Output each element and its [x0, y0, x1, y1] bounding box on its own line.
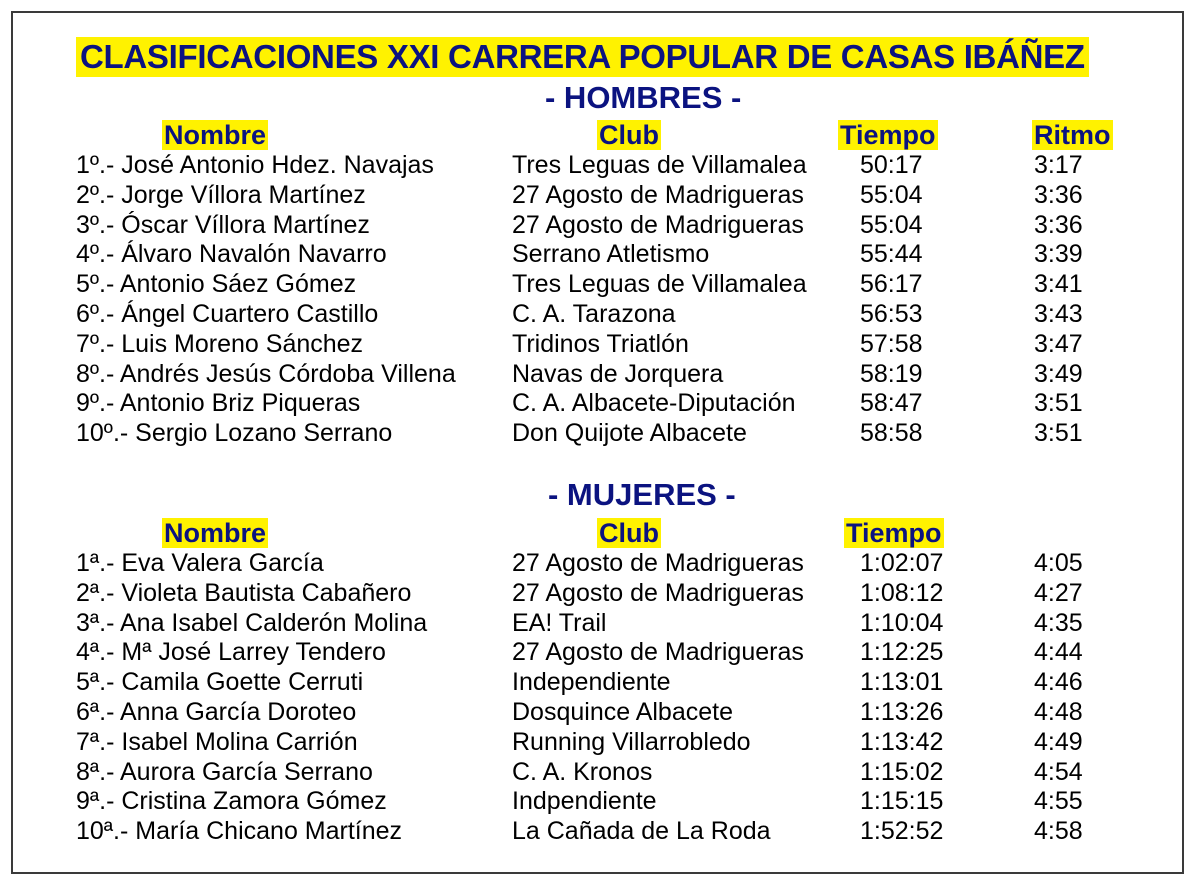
table-row — [0, 786, 1200, 816]
runner-name: 8º.- Andrés Jesús Córdoba Villena — [76, 359, 456, 388]
table-row — [0, 388, 1200, 418]
runner-pace: 3:41 — [1034, 270, 1083, 299]
runner-pace: 3:36 — [1034, 180, 1083, 209]
table-row — [0, 578, 1200, 608]
runner-name: 7º.- Luis Moreno Sánchez — [76, 329, 364, 358]
runner-pace: 3:17 — [1034, 151, 1083, 179]
runner-pace: 4:55 — [1034, 787, 1083, 816]
runner-time: 50:17 — [860, 151, 923, 179]
women-header-time: Tiempo — [846, 518, 942, 548]
runner-time: 1:13:26 — [860, 697, 944, 726]
runner-club: C. A. Kronos — [512, 757, 653, 786]
women-header-name: Nombre — [164, 518, 267, 548]
table-row — [0, 548, 1200, 578]
women-results-table — [0, 548, 1200, 846]
table-row — [0, 180, 1200, 210]
runner-pace: 3:47 — [1034, 329, 1083, 358]
runner-club: Tridinos Triatlón — [512, 329, 689, 358]
table-row — [0, 667, 1200, 697]
runner-club: Tres Leguas de Villamalea — [512, 151, 807, 179]
runner-name: 1ª.- Eva Valera García — [76, 549, 324, 577]
table-row — [0, 299, 1200, 329]
runner-club: Serrano Atletismo — [512, 240, 710, 269]
runner-time: 58:47 — [860, 389, 923, 418]
runner-time: 1:12:25 — [860, 638, 944, 667]
runner-club: 27 Agosto de Madrigueras — [512, 549, 804, 577]
runner-time: 56:17 — [860, 270, 923, 299]
runner-pace: 4:54 — [1034, 757, 1083, 786]
table-row — [0, 210, 1200, 240]
runner-time: 1:15:15 — [860, 787, 944, 816]
runner-club: 27 Agosto de Madrigueras — [512, 578, 804, 607]
men-header-pace: Ritmo — [1034, 120, 1111, 150]
runner-name: 5ª.- Camila Goette Cerruti — [76, 668, 364, 697]
runner-club: Tres Leguas de Villamalea — [512, 270, 807, 299]
runner-pace: 3:51 — [1034, 389, 1083, 418]
table-row — [0, 269, 1200, 299]
runner-time: 1:02:07 — [860, 549, 944, 577]
runner-pace: 4:44 — [1034, 638, 1083, 667]
runner-time: 58:19 — [860, 359, 923, 388]
runner-name: 6ª.- Anna García Doroteo — [76, 697, 357, 726]
men-header-time: Tiempo — [840, 120, 936, 150]
table-row — [0, 329, 1200, 359]
runner-name: 4º.- Álvaro Navalón Navarro — [76, 240, 387, 269]
table-row — [0, 637, 1200, 667]
runner-name: 2ª.- Violeta Bautista Cabañero — [76, 578, 412, 607]
runner-pace: 3:51 — [1034, 419, 1083, 448]
runner-club: 27 Agosto de Madrigueras — [512, 638, 804, 667]
women-section-heading: - MUJERES - — [548, 477, 736, 512]
runner-pace: 4:58 — [1034, 817, 1083, 846]
table-row — [0, 608, 1200, 638]
runner-pace: 3:49 — [1034, 359, 1083, 388]
runner-club: 27 Agosto de Madrigueras — [512, 180, 804, 209]
runner-time: 56:53 — [860, 299, 923, 328]
runner-club: C. A. Albacete-Diputación — [512, 389, 796, 418]
runner-club: Navas de Jorquera — [512, 359, 724, 388]
table-row — [0, 359, 1200, 389]
runner-name: 3ª.- Ana Isabel Calderón Molina — [76, 608, 428, 637]
runner-time: 1:10:04 — [860, 608, 944, 637]
table-row — [0, 418, 1200, 448]
runner-pace: 4:27 — [1034, 578, 1083, 607]
runner-time: 1:13:42 — [860, 727, 944, 756]
men-results-table — [0, 150, 1200, 448]
runner-pace: 4:46 — [1034, 668, 1083, 697]
table-row — [0, 697, 1200, 727]
runner-pace: 4:35 — [1034, 608, 1083, 637]
runner-time: 55:04 — [860, 210, 923, 239]
runner-name: 1º.- José Antonio Hdez. Navajas — [76, 151, 434, 179]
runner-club: Running Villarrobledo — [512, 727, 751, 756]
table-row — [0, 757, 1200, 787]
runner-name: 5º.- Antonio Sáez Gómez — [76, 270, 357, 299]
runner-time: 57:58 — [860, 329, 923, 358]
document-title: CLASIFICACIONES XXI CARRERA POPULAR DE CASAS IBÁÑEZ — [76, 37, 1089, 77]
runner-name: 7ª.- Isabel Molina Carrión — [76, 727, 358, 756]
runner-name: 3º.- Óscar Víllora Martínez — [76, 210, 370, 239]
runner-name: 10º.- Sergio Lozano Serrano — [76, 419, 393, 448]
runner-club: La Cañada de La Roda — [512, 817, 771, 846]
men-header-name: Nombre — [164, 120, 267, 150]
table-row — [0, 150, 1200, 180]
runner-pace: 3:43 — [1034, 299, 1083, 328]
table-row — [0, 727, 1200, 757]
runner-time: 1:52:52 — [860, 817, 944, 846]
runner-club: Independiente — [512, 668, 671, 697]
runner-name: 6º.- Ángel Cuartero Castillo — [76, 299, 379, 328]
runner-name: 2º.- Jorge Víllora Martínez — [76, 180, 366, 209]
runner-club: Indpendiente — [512, 787, 657, 816]
table-row — [0, 239, 1200, 269]
runner-time: 1:13:01 — [860, 668, 944, 697]
runner-club: 27 Agosto de Madrigueras — [512, 210, 804, 239]
runner-name: 9º.- Antonio Briz Piqueras — [76, 389, 361, 418]
runner-name: 4ª.- Mª José Larrey Tendero — [76, 638, 386, 667]
runner-time: 1:15:02 — [860, 757, 944, 786]
runner-time: 55:44 — [860, 240, 923, 269]
runner-time: 55:04 — [860, 180, 923, 209]
runner-club: Dosquince Albacete — [512, 697, 733, 726]
runner-time: 58:58 — [860, 419, 923, 448]
runner-name: 10ª.- María Chicano Martínez — [76, 817, 403, 846]
runner-club: Don Quijote Albacete — [512, 419, 747, 448]
runner-pace: 3:36 — [1034, 210, 1083, 239]
runner-pace: 3:39 — [1034, 240, 1083, 269]
table-row — [0, 816, 1200, 846]
men-section-heading: - HOMBRES - — [545, 80, 742, 115]
runner-name: 9ª.- Cristina Zamora Gómez — [76, 787, 387, 816]
runner-club: EA! Trail — [512, 608, 607, 637]
runner-name: 8ª.- Aurora García Serrano — [76, 757, 373, 786]
runner-club: C. A. Tarazona — [512, 299, 676, 328]
runner-pace: 4:05 — [1034, 549, 1083, 577]
men-header-club: Club — [599, 120, 659, 150]
runner-time: 1:08:12 — [860, 578, 944, 607]
runner-pace: 4:48 — [1034, 697, 1083, 726]
women-header-club: Club — [599, 518, 659, 548]
runner-pace: 4:49 — [1034, 727, 1083, 756]
